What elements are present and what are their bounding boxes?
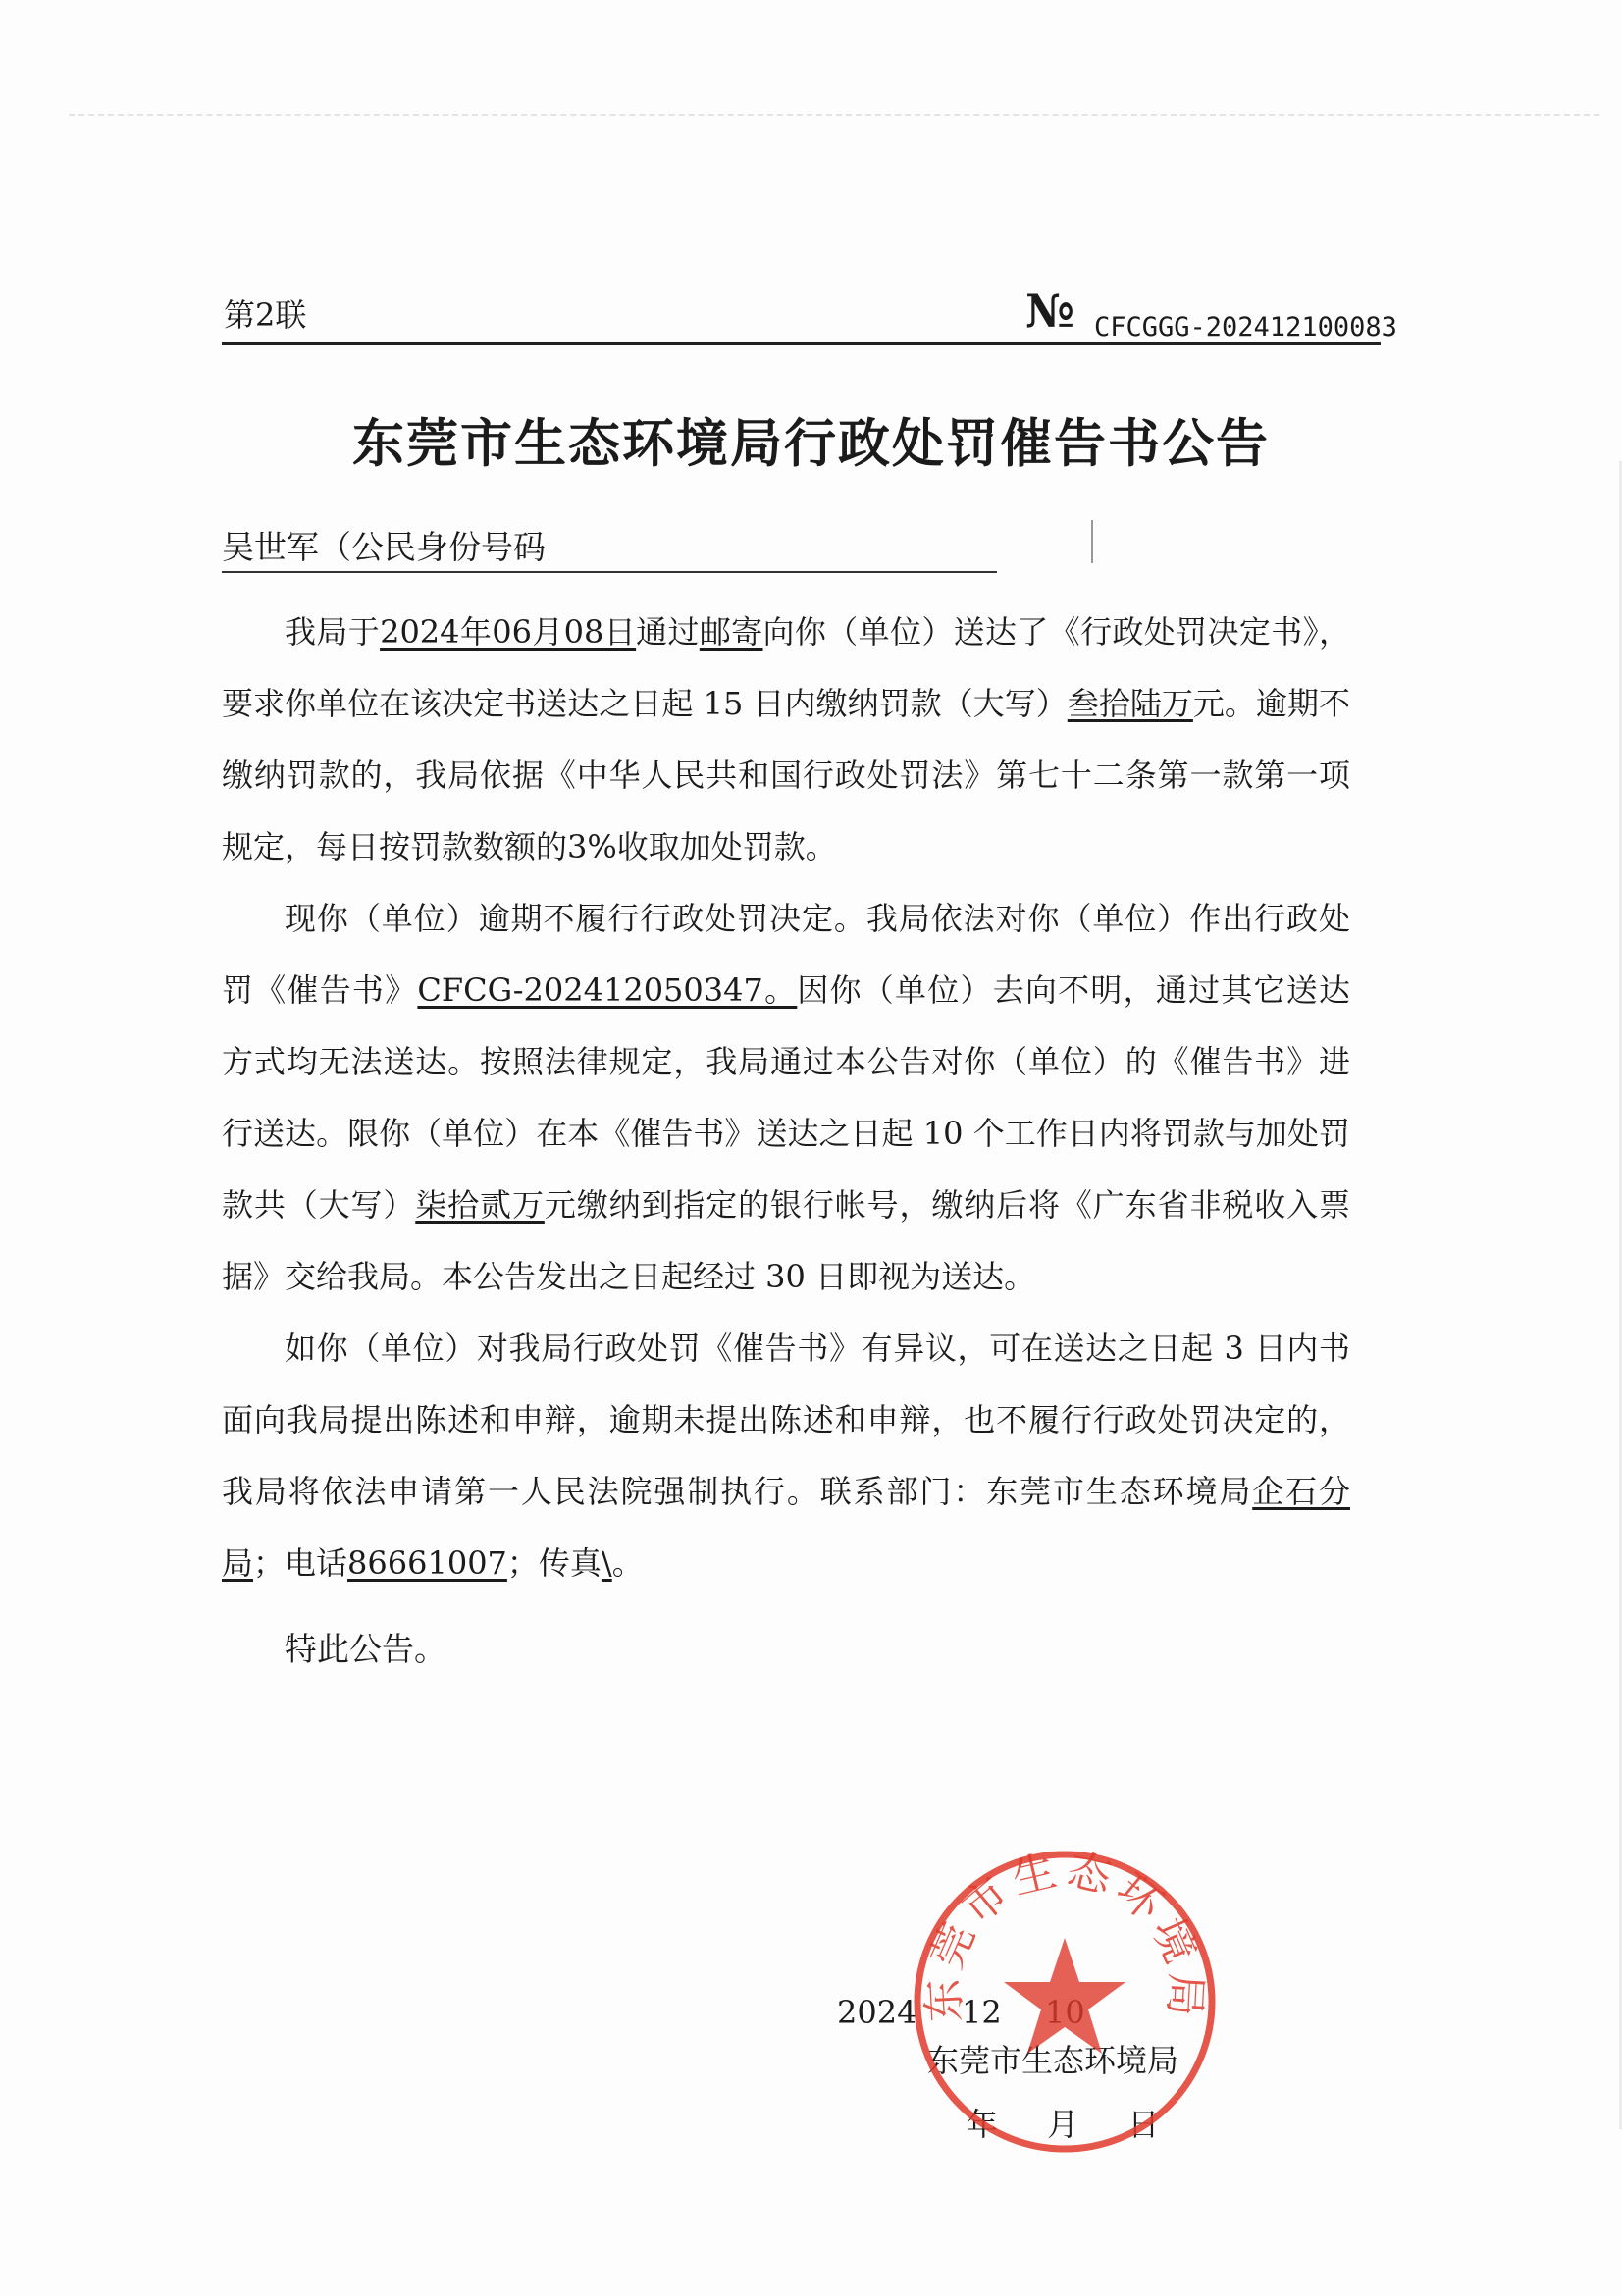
seal-text: 东莞市生态环境局 xyxy=(917,1845,1212,2024)
paragraph-2: 现你（单位）逾期不履行行政处罚决定。我局依法对你（单位）作出行政处罚《催告书》CFCG-202412050347。因你（单位）去向不明，通过其它送达方式均无法送达。按照法律规定，我局通过本公告对你（单位）的《催告书》进行送达。限你（单位）在本《催告书》送达之日起 10 个工作日内将罚款与加处罚款共（大写）柒拾贰万元缴纳到指定的银行帐号，缴纳后将《广东省非税收入票据》交给我局。本公告发出之日起经过 30 日即视为送达。 xyxy=(222,900,1350,1295)
signature-year: 2024 xyxy=(837,1994,917,2031)
signature-date-labels: 年 月 日 xyxy=(967,2106,1160,2143)
paragraph-3: 如你（单位）对我局行政处罚《催告书》有异议，可在送达之日起 3 日内书面向我局提出陈述和申辩，逾期未提出陈述和申辩，也不履行行政处罚决定的，我局将依法申请第一人民法院强制执行。联系部门：东莞市生态环境局企石分局；电话86661007；传真\。 xyxy=(222,1330,1350,1582)
page-title: 东莞市生态环境局行政处罚催告书公告 xyxy=(352,414,1270,474)
official-seal-icon xyxy=(908,1845,1222,2159)
contact-phone: 86661007 xyxy=(347,1544,507,1582)
contact-department: 企石分局 xyxy=(222,1473,1350,1582)
redaction-mark xyxy=(1091,520,1093,563)
total-amount: 柒拾贰万 xyxy=(415,1186,545,1224)
recipient: 吴世军（公民身份号码 xyxy=(222,528,546,566)
copy-label: 第2联 xyxy=(224,296,307,334)
recipient-underline xyxy=(222,571,997,573)
fine-amount: 叁拾陆万 xyxy=(1067,685,1193,722)
notice-reference: CFCG-202412050347。 xyxy=(417,971,798,1009)
closing-text: 特此公告。 xyxy=(285,1630,446,1668)
scan-edge-top xyxy=(69,114,1599,116)
signature-org: 东莞市生态环境局 xyxy=(927,2042,1179,2079)
header-divider xyxy=(222,342,1381,345)
number-sign: № xyxy=(1025,285,1074,338)
paragraph-1: 我局于2024年06月08日通过邮寄向你（单位）送达了《行政处罚决定书》，要求你单位在该决定书送达之日起 15 日内缴纳罚款（大写）叁拾陆万元。逾期不缴纳罚款的，我局依据《中华人民共和国行政处罚法》第七十二条第一款第一项规定，每日按罚款数额的3%收取加处罚款。 xyxy=(222,613,1350,865)
delivery-method: 邮寄 xyxy=(699,613,763,651)
delivery-date: 2024年06月08日 xyxy=(380,613,637,651)
signature-month: 12 xyxy=(962,1994,1002,2031)
document-number: CFCGGG-202412100083 xyxy=(1094,312,1397,342)
contact-fax: \ xyxy=(601,1544,612,1582)
notice-body xyxy=(222,597,1350,1599)
